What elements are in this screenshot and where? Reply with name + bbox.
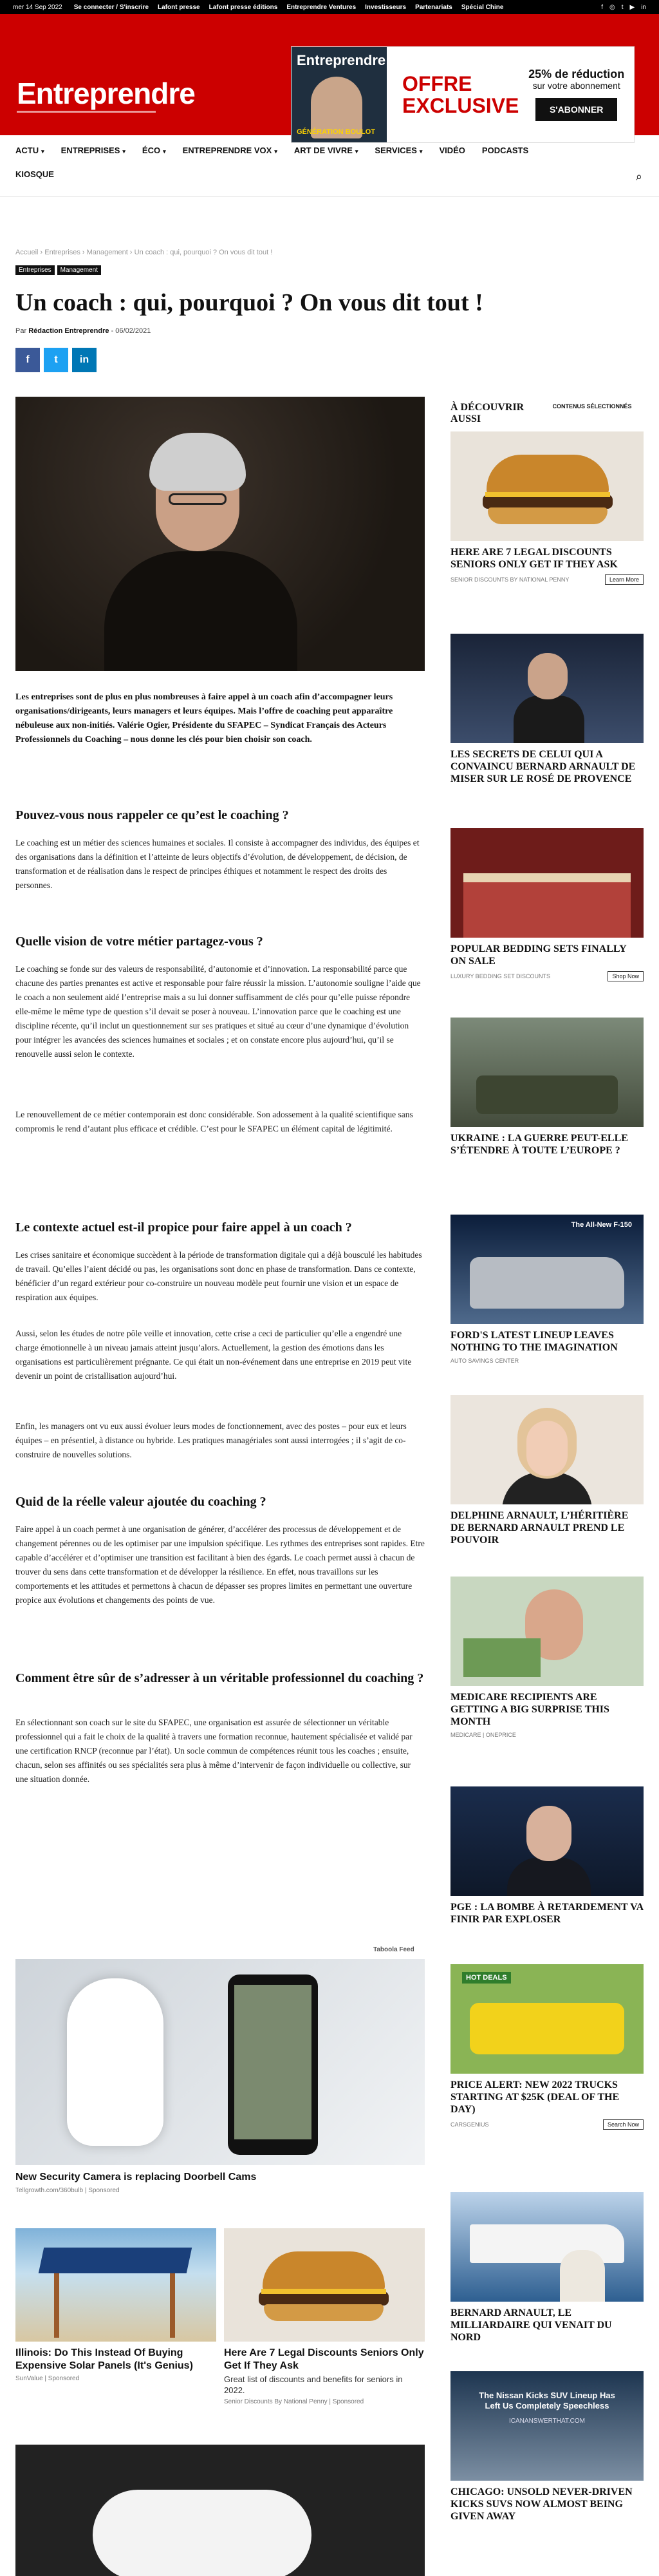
section-heading: Pouvez-vous nous rappeler ce qu’est le coaching ?	[15, 808, 289, 822]
truck-shape	[470, 2003, 624, 2054]
site-header	[0, 14, 659, 135]
breadcrumb[interactable]: Accueil › Entreprises › Management › Un coach : qui, pourquoi ? On vous dit tout !	[15, 249, 273, 256]
figure-face	[526, 1806, 571, 1861]
nav-item-eco[interactable]: ÉCO ▾	[142, 145, 166, 155]
hot-deals-badge: HOT DEALS	[462, 1972, 511, 1984]
solar-image	[15, 2228, 216, 2342]
search-now-button[interactable]: Search Now	[603, 2119, 644, 2130]
sidebar-item-title[interactable]: PGE : LA BOMBE À RETARDEMENT VA FINIR PAR EXPLOSER	[450, 1902, 644, 1925]
yacht-image	[450, 2192, 644, 2302]
paragraph: Les crises sanitaire et économique succèdent à la période de transformation digitale qui a déjà bousculé les habitudes de travail. Qu’elles l’aient décidé ou pas, les organisations sont donc en phase de transformation. Dans ce contexte, bénéficier d’un regard extérieur pour co-construire un nouveau modèle peut fournir une vision et un espace de respiration aux équipes.	[15, 1250, 422, 1302]
share-twitter-icon[interactable]: t	[44, 348, 68, 372]
social-links	[601, 4, 646, 11]
sidebar-item[interactable]	[450, 431, 644, 585]
shop-now-button[interactable]: Shop Now	[608, 971, 644, 981]
sidebar-item[interactable]	[450, 2371, 644, 2523]
delphine-image	[450, 1395, 644, 1504]
special-chine-link[interactable]: Spécial Chine	[461, 3, 504, 11]
sponsored-card[interactable]	[224, 2228, 425, 2405]
sidebar-header	[450, 402, 644, 425]
sidebar-item[interactable]	[450, 1786, 644, 1926]
taboola-label[interactable]: Taboola Feed	[373, 1946, 414, 1953]
section-heading: Quid de la réelle valeur ajoutée du coaching ?	[15, 1495, 266, 1509]
sidebar-item-title[interactable]: MEDICARE RECIPIENTS ARE GETTING A BIG SURPRISE THIS MONTH	[450, 1692, 609, 1727]
bathtub-shape	[93, 2490, 311, 2576]
burger-image	[224, 2228, 425, 2342]
search-icon[interactable]: ⌕	[635, 170, 642, 183]
sponsored-card-source: SunValue | Sponsored	[15, 2375, 80, 2382]
share-linkedin-icon[interactable]: in	[72, 348, 97, 372]
figure-body	[507, 1857, 591, 1896]
subscribe-button[interactable]: S'ABONNER	[535, 98, 617, 121]
sidebar-item-title[interactable]: LES SECRETS DE CELUI QUI A CONVAINCU BERNARD ARNAULT DE MISER SUR LE ROSÉ DE PROVENCE	[450, 749, 636, 784]
ford-image	[450, 1215, 644, 1324]
camera-bulb	[67, 1978, 163, 2146]
arnault-image	[450, 634, 644, 743]
top-links	[74, 4, 504, 11]
section-heading: Quelle vision de votre métier partagez-vous ?	[15, 934, 263, 949]
nav-item-services[interactable]: SERVICES ▾	[375, 145, 423, 155]
lafont-presse-link[interactable]: Lafont presse	[158, 3, 200, 11]
sponsored-bathtub-image[interactable]	[15, 2445, 425, 2576]
sidebar-item[interactable]	[450, 634, 644, 785]
solar-post	[54, 2273, 59, 2338]
sponsored-source: Tellgrowth.com/360bulb | Sponsored	[15, 2187, 120, 2194]
chevron-down-icon: ▾	[122, 147, 125, 155]
sidebar-title: À DÉCOUVRIR AUSSI	[450, 402, 524, 424]
subscription-ad-banner[interactable]	[291, 46, 635, 143]
nav-item-kiosque[interactable]: KIOSQUE	[15, 169, 54, 179]
ford-overlay-text: The All-New F-150	[571, 1221, 632, 1229]
burger-bun	[487, 455, 609, 496]
paragraph: En sélectionnant son coach sur le site du SFAPEC, une organisation est assurée de sélectionner un véritable professionnel qui a fait le choix de la qualité à travers une formation reconnue, hautement spécialisée et validé par une certification RNCP (reconnue par l’état). Un socle commun de compétences réunit tous les coaches ; ensuite, chacun, selon ses affinités ou ses spécialités sera plus à même d’intervenir de façon individuelle ou collective, sur une situation donnée.	[15, 1718, 413, 1784]
top-bar	[0, 0, 659, 14]
figure-face	[526, 1421, 568, 1476]
site-logo[interactable]: Entreprendre	[17, 77, 195, 110]
sponsored-card-source: Senior Discounts By National Penny | Sponsored	[224, 2398, 364, 2405]
paragraph: Enfin, les managers ont vu eux aussi évoluer leurs modes de fonctionnement, avec des postes – pour eux et leurs équipes – en présentiel, à distance ou hybride. Les pratiques managériales sont aussi interrogées ; il s’agit de co-construire de nouvelles solutions.	[15, 1421, 407, 1459]
sidebar-item[interactable]	[450, 1577, 644, 1738]
instagram-icon[interactable]: ◎	[609, 3, 615, 11]
nav-item-art-de-vivre[interactable]: ART DE VIVRE ▾	[293, 145, 358, 155]
share-buttons	[15, 348, 97, 372]
login-link[interactable]: Se connecter / S'inscrire	[73, 3, 149, 11]
trucks-image	[450, 1964, 644, 2074]
ad-promo-block	[519, 47, 634, 142]
pge-image	[450, 1786, 644, 1896]
article-meta	[15, 327, 151, 335]
ad-offer-block	[387, 47, 519, 142]
sidebar-item-title[interactable]: POPULAR BEDDING SETS FINALLY ON SALE	[450, 943, 627, 967]
ad-promo-text	[528, 69, 624, 91]
sidebar-item[interactable]	[450, 1395, 644, 1546]
sidebar-item-title[interactable]: PRICE ALERT: NEW 2022 TRUCKS STARTING AT $25K (DEAL OF THE DAY)	[450, 2079, 620, 2115]
kicks-image	[450, 2371, 644, 2481]
learn-more-button[interactable]: Learn More	[605, 574, 644, 585]
burger-cheese	[485, 492, 610, 497]
sidebar-item-source: MEDICARE | ONEPRICE	[450, 1732, 516, 1738]
medicare-image	[450, 1577, 644, 1686]
sidebar-item-title[interactable]: CHICAGO: UNSOLD NEVER-DRIVEN KICKS SUVS NOW ALMOST BEING GIVEN AWAY	[450, 2486, 633, 2522]
figure-shape	[560, 2250, 605, 2302]
sidebar-item[interactable]	[450, 1018, 644, 1157]
portrait-glasses	[169, 493, 227, 505]
chevron-down-icon: ▾	[41, 147, 44, 155]
paragraph: Faire appel à un coach permet à une organisation de générer, d’accélérer des processus de développement et de changement pérennes ou de les optimiser par une impulsion spécifique. Les rythmes des entreprises sont rapides. Etre capable d’accélérer et d’optimiser une transition est facilitant à bien des égards. Le coach permet aussi à chacun de trouver du sens dans cette transformation et de développer la résilience. En effet, nous travaillons sur les comportements et les attitudes et permettons à chacun de dépasser ses propres limites en permettant une ouverture propice aux évolutions et changements des points de vue.	[15, 1524, 425, 1605]
investisseurs-link[interactable]: Investisseurs	[365, 3, 407, 11]
sidebar-item-source: SENIOR DISCOUNTS BY NATIONAL PENNY Learn More	[450, 574, 644, 585]
sidebar-item-title[interactable]: BERNARD ARNAULT, LE MILLIARDAIRE QUI VENAIT DU NORD	[450, 2307, 612, 2343]
burger-bun	[263, 2251, 385, 2293]
nav-row	[0, 135, 659, 165]
logo-underline	[17, 111, 156, 113]
nav-item-video[interactable]: VIDÉO	[439, 145, 465, 155]
magazine-title: Entreprendre	[297, 52, 386, 68]
nav-item-entreprises[interactable]: ENTREPRISES ▾	[60, 145, 125, 155]
sidebar-item[interactable]	[450, 828, 644, 981]
sidebar-item-title[interactable]: FORD'S LATEST LINEUP LEAVES NOTHING TO THE IMAGINATION	[450, 1330, 618, 1353]
sponsored-card-title[interactable]: Illinois: Do This Instead Of Buying Expensive Solar Panels (It's Genius)	[15, 2347, 193, 2371]
solar-roof	[39, 2248, 192, 2273]
figure-head	[528, 653, 568, 699]
ad-discount-detail: sur votre abonnement	[532, 80, 620, 91]
burger-cheese	[261, 2289, 386, 2294]
ad-offer-text: OFFRE EXCLUSIVE	[402, 72, 519, 117]
burger-bun	[264, 2304, 384, 2321]
sidebar-subtitle: CONTENUS SÉLECTIONNÉS	[552, 403, 632, 410]
twitter-icon[interactable]: t	[621, 3, 624, 11]
sidebar-item[interactable]	[450, 1215, 644, 1364]
category-tags	[15, 265, 101, 275]
chevron-down-icon: ▾	[274, 147, 277, 155]
bedding-image	[450, 828, 644, 938]
sidebar-item-title[interactable]: HERE ARE 7 LEGAL DISCOUNTS SENIORS ONLY GET IF THEY ASK	[450, 547, 618, 570]
chevron-down-icon: ▾	[419, 147, 423, 155]
solar-post	[170, 2273, 175, 2338]
sidebar-item[interactable]	[450, 1964, 644, 2130]
partenariats-link[interactable]: Partenariats	[415, 3, 452, 11]
article-hero-image	[15, 397, 425, 671]
sidebar-item-source: LUXURY BEDDING SET DISCOUNTS Shop Now	[450, 971, 644, 981]
sponsored-card[interactable]	[15, 2228, 216, 2382]
article-lead: Les entreprises sont de plus en plus nombreuses à faire appel à un coach afin d’accompagner leurs organisations/dirigeants, leurs managers et leurs équipes. Mais l’offre de coaching peut apparaître nébuleuse aux non-initiés. Valérie Ogier, Présidente du SFAPEC – Syndicat Français des Acteurs Professionnels du Coaching – nous donne les clés pour bien choisir son coach.	[15, 692, 393, 744]
portrait-body	[104, 551, 297, 671]
section-heading: Le contexte actuel est-il propice pour faire appel à un coach ?	[15, 1220, 352, 1235]
sponsored-card-title[interactable]: Here Are 7 Legal Discounts Seniors Only Get If They Ask	[224, 2347, 424, 2371]
figure-body	[514, 696, 584, 743]
article-title: Un coach : qui, pourquoi ? On vous dit tout !	[15, 289, 483, 316]
paragraph: Le coaching est un métier des sciences humaines et sociales. Il consiste à accompagner des individus, des équipes et des organisations dans la définition et l’atteinte de leurs objectifs d’évolution, de développement, de décision, de transformation et de réalisation dans le respect de principes éthiques et notamment le respect des droits des personnes.	[15, 838, 420, 890]
paragraph: Le coaching se fonde sur des valeurs de responsabilité, d’autonomie et d’innovation. La responsabilité parce que chacune des parties prenantes est active et responsable pour faire réussir la mission. L’autonomie souligne l’aide que le coach a non seulement aidé l’entreprise mais a su lui donner suffisamment de clés pour qu’elle puisse répondre elle-même le même type de question s’il devait se poser à nouveau. L’innovation parce que le coaching est une discipline récente, qu’il inclut un questionnement sur ses pratiques et situé au cœur d’une dynamique d’évolution pour intégrer les avancées des sciences humaines et sociales ; et on constate encore plus aujourd’hui, qu’il se renouvelle aussi selon le contexte.	[15, 964, 421, 1059]
category-tag[interactable]: Entreprises	[15, 265, 55, 275]
nav-item-podcasts[interactable]: PODCASTS	[481, 145, 529, 155]
category-tag[interactable]: Management	[57, 265, 101, 275]
cash-shape	[463, 1638, 541, 1677]
meta-separator: -	[111, 327, 114, 335]
sidebar-item-title[interactable]: DELPHINE ARNAULT, L’HÉRITIÈRE DE BERNARD ARNAULT PREND LE POUVOIR	[450, 1510, 629, 1546]
chevron-down-icon: ▾	[355, 147, 358, 155]
sponsored-card-desc: Great list of discounts and benefits for seniors in 2022.	[224, 2374, 403, 2395]
author-link[interactable]: Rédaction Entreprendre	[28, 327, 109, 335]
sidebar-item-source: AUTO SAVINGS CENTER	[450, 1358, 519, 1364]
phone-screen	[234, 1985, 311, 2139]
linkedin-icon[interactable]: in	[641, 3, 646, 11]
tank-shape	[476, 1075, 618, 1114]
bed-shape	[463, 873, 631, 938]
current-date: mer 14 Sep 2022	[13, 3, 62, 11]
publish-date: 06/02/2021	[115, 327, 151, 335]
magazine-tag: GÉNÉRATION BOULOT	[297, 128, 376, 136]
lafont-editions-link[interactable]: Lafont presse éditions	[209, 3, 278, 11]
sponsored-camera-image[interactable]	[15, 1959, 425, 2165]
section-heading: Comment être sûr de s’adresser à un véritable professionnel du coaching ?	[15, 1671, 424, 1685]
kicks-overlay-text: The Nissan Kicks SUV Lineup Has Left Us Completely Speechless	[479, 2391, 615, 2410]
burger-image	[450, 431, 644, 541]
sidebar-item-source: CARSGENIUS Search Now	[450, 2119, 644, 2130]
byline-prefix: Par	[15, 327, 27, 335]
paragraph: Aussi, selon les études de notre pôle veille et innovation, cette crise a ceci de particulier qu’elle a engendré une charge émotionnelle à un niveau jamais atteint jusqu’alors. Actuellement, la gestion des émotions dans les organisations est particulièrement prégnante. Ce qui était un non-événement dans une entreprise en 2019 peut vite devenir un point de cristallisation aujourd’hui.	[15, 1329, 412, 1381]
share-facebook-icon[interactable]: f	[15, 348, 40, 372]
truck-shape	[470, 1257, 624, 1309]
burger-bun	[488, 507, 608, 524]
paragraph: Le renouvellement de ce métier contemporain est donc considérable. Son adossement à la qualité scientifique sans compromis le rend d’autant plus efficace et crédible. C’est pour le SFAPEC un élément capital de légitimité.	[15, 1110, 413, 1133]
facebook-icon[interactable]: f	[601, 3, 603, 11]
sponsored-title[interactable]: New Security Camera is replacing Doorbell Cams	[15, 2172, 257, 2183]
chevron-down-icon: ▾	[163, 147, 166, 155]
nav-item-actu[interactable]: ACTU ▾	[15, 145, 44, 155]
sidebar-item-title[interactable]: UKRAINE : LA GUERRE PEUT-ELLE S’ÉTENDRE À TOUTE L’EUROPE ?	[450, 1133, 628, 1156]
youtube-icon[interactable]: ▶	[629, 3, 635, 11]
main-nav	[0, 135, 659, 197]
ukraine-image	[450, 1018, 644, 1127]
portrait-hair	[149, 433, 246, 491]
ad-discount: 25% de réduction	[528, 67, 625, 80]
sidebar-item[interactable]	[450, 2192, 644, 2344]
magazine-cover	[292, 47, 387, 142]
kicks-overlay-source: ICANANSWERTHAT.COM	[509, 2418, 585, 2425]
nav-item-vox[interactable]: ENTREPRENDRE VOX ▾	[182, 145, 277, 155]
ventures-link[interactable]: Entreprendre Ventures	[286, 3, 357, 11]
